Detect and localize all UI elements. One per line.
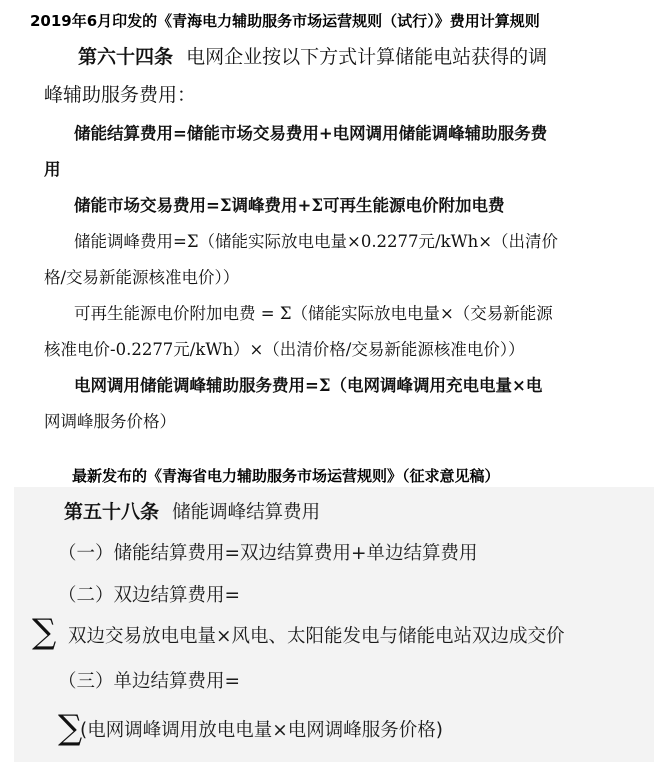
article-58-heading	[64, 497, 320, 524]
formula-grid-dispatch-cont: 网调峰服务价格）	[44, 412, 176, 431]
formula-bilateral-sum: 双边交易放电电量×风电、太阳能发电与储能电站双边成交价	[68, 626, 565, 647]
formula-grid-dispatch: 电网调用储能调峰辅助服务费用=Σ（电网调峰调用充电电量×电	[74, 376, 543, 395]
formula-renewable-surcharge-cont: 核准电价-0.2277元/kWh）×（出清价格/交易新能源核准电价））	[44, 340, 525, 359]
formula-renewable-surcharge: 可再生能源电价附加电费 = Σ（储能实际放电电量×（交易新能源	[74, 304, 553, 323]
formula-storage-settlement: 储能结算费用=储能市场交易费用+电网调用储能调峰辅助服务费	[74, 124, 548, 143]
formula-unilateral-sum: (电网调峰调用放电电量×电网调峰服务价格)	[80, 720, 443, 741]
article-64-label: 第六十四条	[78, 46, 174, 68]
article-58-title: 储能调峰结算费用	[172, 502, 321, 523]
article-64-heading	[78, 42, 547, 69]
article-64-title: 电网企业按以下方式计算储能电站获得的调	[186, 46, 548, 68]
section-draft-rules	[14, 487, 654, 762]
formula-peak-shaving-cont: 格/交易新能源核准电价））	[44, 268, 240, 287]
formula-storage-settlement-cont: 用	[44, 160, 61, 179]
sigma-symbol: ∑	[32, 612, 57, 652]
sigma-symbol: ∑	[58, 708, 83, 748]
caption-top: 2019年6月印发的《青海电力辅助服务市场运营规则（试行）》费用计算规则	[30, 12, 540, 30]
formula-market-trade: 储能市场交易费用=Σ调峰费用+Σ可再生能源电价附加电费	[74, 196, 505, 215]
item-bilateral-settlement: （二）双边结算费用=	[58, 585, 241, 606]
article-64-title-cont: 峰辅助服务费用：	[44, 84, 197, 106]
item-storage-settlement: （一）储能结算费用=双边结算费用+单边结算费用	[58, 543, 478, 564]
item-unilateral-settlement: （三）单边结算费用=	[58, 671, 241, 692]
article-58-label: 第五十八条	[64, 501, 160, 523]
caption-mid: 最新发布的《青海省电力辅助服务市场运营规则》（征求意见稿）	[72, 467, 500, 485]
formula-peak-shaving: 储能调峰费用=Σ（储能实际放电电量×0.2277元/kWh×（出清价	[74, 232, 559, 251]
